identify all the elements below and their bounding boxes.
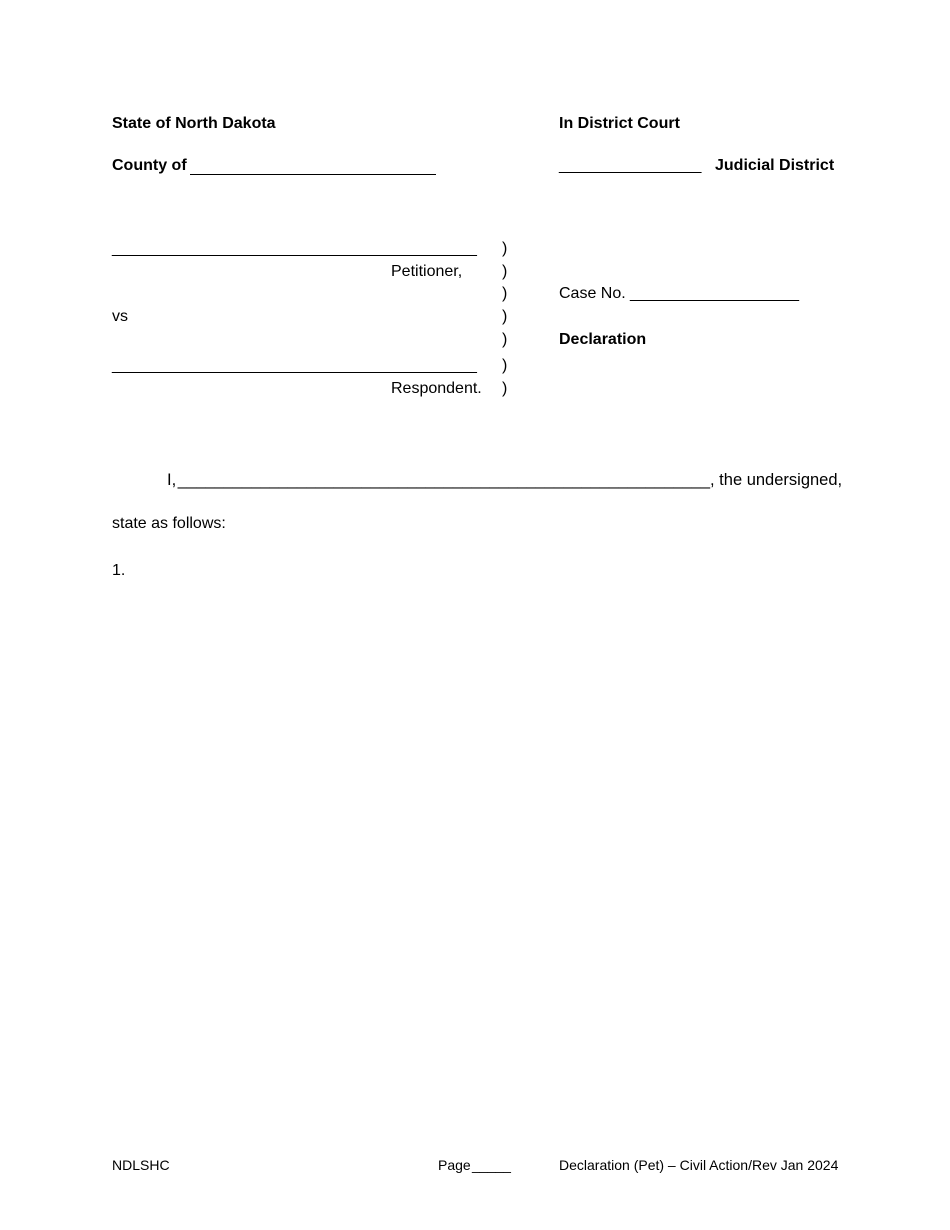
county-label: County of <box>112 157 187 174</box>
declarant-prefix: I, <box>167 471 177 489</box>
district-blank[interactable]: ________________ <box>559 157 702 174</box>
court-heading: In District Court <box>559 115 680 132</box>
versus-label: vs <box>112 308 128 325</box>
document-title: Declaration <box>559 331 647 348</box>
caption-paren: ) <box>502 357 508 374</box>
state-as-follows: state as follows: <box>112 515 226 532</box>
caption-paren: ) <box>502 263 508 280</box>
respondent-label: Respondent. <box>391 380 482 397</box>
county-field-line[interactable] <box>190 174 436 175</box>
respondent-name-blank[interactable]: _________________________________________ <box>112 357 477 374</box>
declarant-name-blank[interactable]: __________________________________________________________ <box>177 471 711 489</box>
footer-page-label: Page <box>438 1157 471 1173</box>
case-no-label: Case No. <box>559 285 626 302</box>
caption-paren: ) <box>502 331 508 348</box>
caption-paren: ) <box>502 380 508 397</box>
caption-paren: ) <box>502 308 508 325</box>
caption-paren: ) <box>502 240 508 257</box>
caption-paren: ) <box>502 285 508 302</box>
declarant-suffix: , the undersigned, <box>710 471 843 489</box>
judicial-district-label: Judicial District <box>715 157 835 174</box>
declarant-line <box>167 470 842 490</box>
paragraph-number-1: 1. <box>112 562 126 579</box>
case-no-blank[interactable]: ___________________ <box>630 285 800 302</box>
footer-form-id: Declaration (Pet) – Civil Action/Rev Jan 2024 <box>559 1157 839 1173</box>
petitioner-label: Petitioner, <box>391 263 463 280</box>
state-heading: State of North Dakota <box>112 115 276 132</box>
petitioner-name-blank[interactable]: _________________________________________ <box>112 240 477 257</box>
footer-page-blank[interactable]: _____ <box>472 1157 511 1173</box>
footer-org: NDLSHC <box>112 1157 170 1173</box>
